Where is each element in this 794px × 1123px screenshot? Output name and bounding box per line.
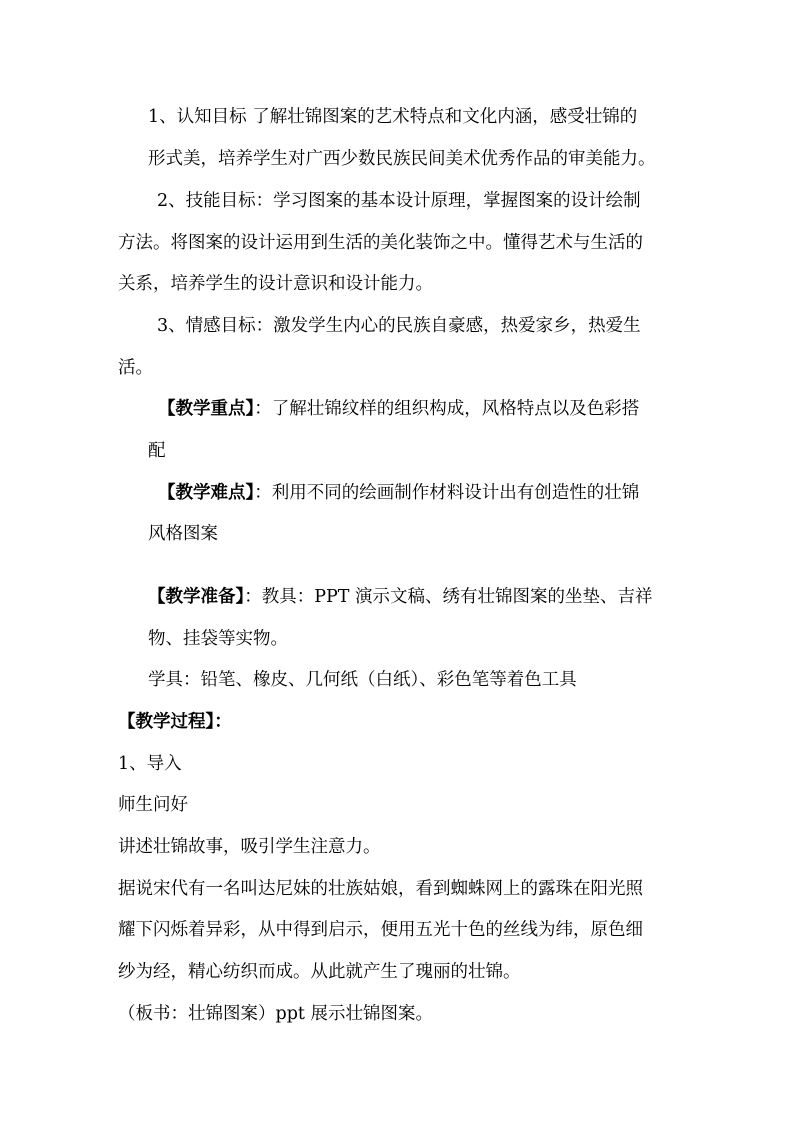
preparation-label: 【教学准备】 xyxy=(148,587,245,607)
skill-objective-line-3: 关系，培养学生的设计意识和设计能力。 xyxy=(118,274,433,294)
story-line-3: 纱为经，精心纺织而成。从此就产生了瑰丽的壮锦。 xyxy=(118,962,521,982)
difficult-point-text: ：利用不同的绘画制作材料设计出有创造性的壮锦 xyxy=(254,483,640,503)
difficult-point-label: 【教学难点】 xyxy=(158,483,255,503)
teaching-process-heading: 【教学过程】： xyxy=(118,712,232,732)
key-point-label: 【教学重点】 xyxy=(158,399,255,419)
student-tools-line: 学具：铅笔、橡皮、几何纸（白纸）、彩色笔等着色工具 xyxy=(148,670,577,690)
difficult-point-line-2: 风格图案 xyxy=(148,524,218,544)
key-point-text: ：了解壮锦纹样的组织构成，风格特点以及色彩搭 xyxy=(254,399,640,419)
preparation-text: ：教具：PPT 演示文稿、绣有壮锦图案的坐垫、吉祥 xyxy=(244,587,653,607)
step-1-intro: 1、导入 xyxy=(118,754,182,774)
skill-objective-line-2: 方法。将图案的设计运用到生活的美化装饰之中。懂得艺术与生活的 xyxy=(118,233,643,253)
greeting-line: 师生问好 xyxy=(118,795,188,815)
cognitive-objective-line-2: 形式美，培养学生对广西少数民族民间美术优秀作品的审美能力。 xyxy=(148,149,656,169)
difficult-point-line-1 xyxy=(158,481,639,505)
story-line-1: 据说宋代有一名叫达尼妹的壮族姑娘，看到蜘蛛网上的露珠在阳光照 xyxy=(118,879,643,899)
cognitive-objective-line-1: 1、认知目标 了解壮锦图案的艺术特点和文化内涵，感受壮锦的 xyxy=(148,107,638,127)
emotion-objective-line-1: 3、情感目标：激发学生内心的民族自豪感，热爱家乡，热爱生 xyxy=(157,316,641,336)
preparation-line-1 xyxy=(148,585,653,609)
skill-objective-line-1: 2、技能目标：学习图案的基本设计原理，掌握图案的设计绘制 xyxy=(157,191,641,211)
story-intro-line: 讲述壮锦故事，吸引学生注意力。 xyxy=(118,837,381,857)
board-note-line: （板书：壮锦图案）ppt 展示壮锦图案。 xyxy=(118,1004,433,1024)
emotion-objective-line-2: 活。 xyxy=(118,358,153,378)
key-point-line-1 xyxy=(158,397,639,421)
key-point-line-2: 配 xyxy=(148,441,166,461)
preparation-line-2: 物、挂袋等实物。 xyxy=(148,629,288,649)
story-line-2: 耀下闪烁着异彩，从中得到启示，便用五光十色的丝线为纬，原色细 xyxy=(118,920,643,940)
